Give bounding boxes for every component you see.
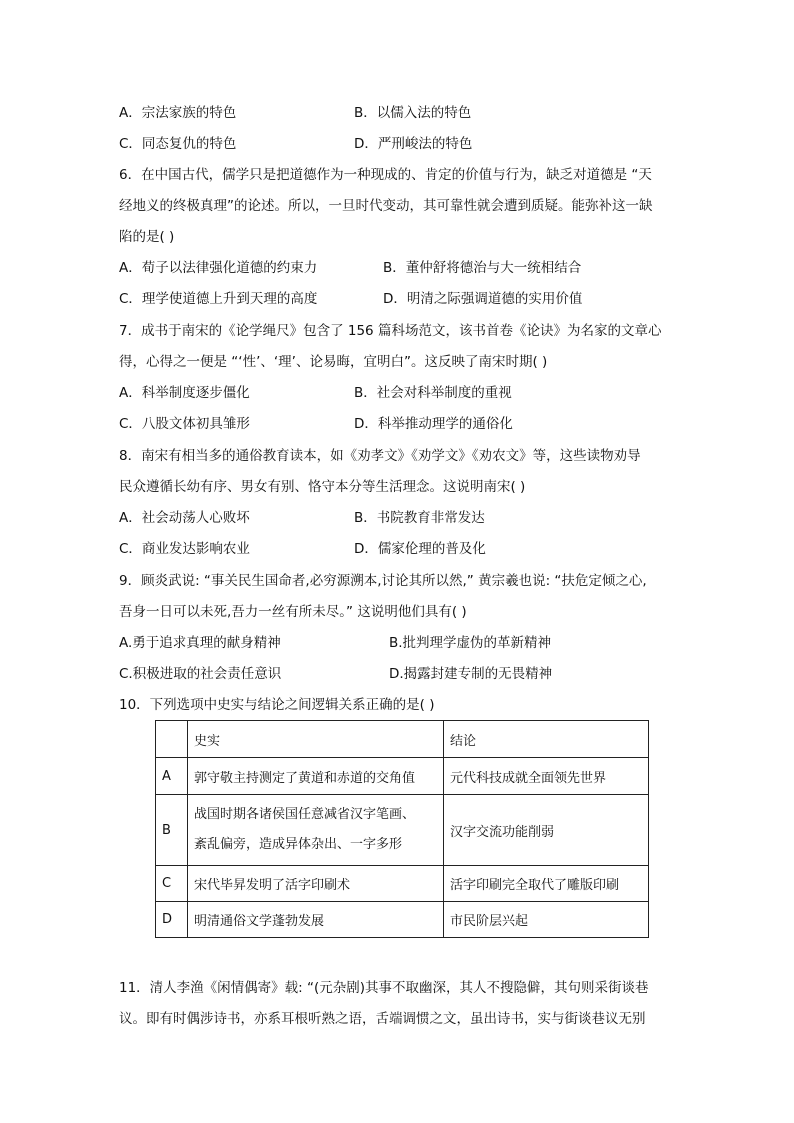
q5-option-a: A．宗法家族的特色 <box>119 105 237 121</box>
q11-stem-line-2: 议。即有时偶涉诗书，亦系耳根听熟之语，舌端调惯之文，虽出诗书，实与街谈巷议无别 <box>119 1011 646 1027</box>
q6-option-a: A．荀子以法律强化道德的约束力 <box>119 260 318 276</box>
q6-stem-line-1: 6．在中国古代，儒学只是把道德作为一种现成的、肯定的价值与行为，缺乏对道德是 “天 <box>119 167 652 183</box>
q8-stem-line-1: 8．南宋有相当多的通俗教育读本，如《劝孝文》《劝学文》《劝农文》等，这些读物劝导 <box>119 448 641 464</box>
q10-stem: 10．下列选项中史实与结论之间逻辑关系正确的是( ) <box>119 697 435 713</box>
q6-stem-line-2: 经地义的终极真理”的论述。所以，一旦时代变动，其可靠性就会遭到质疑。能弥补这一缺 <box>119 198 653 214</box>
row-conclusion: 汉字交流功能削弱 <box>444 795 649 866</box>
row-fact: 郭守敬主持测定了黄道和赤道的交角值 <box>188 758 444 795</box>
q10-table <box>155 720 649 938</box>
q7-stem-line-1: 7．成书于南宋的《论学绳尺》包含了 156 篇科场范文，该书首卷《论诀》为名家的文章心 <box>119 323 662 339</box>
row-conclusion: 元代科技成就全面领先世界 <box>444 758 649 795</box>
q8-option-d: D．儒家伦理的普及化 <box>354 541 486 557</box>
table-header-blank <box>156 721 188 758</box>
q6-option-d: D．明清之际强调道德的实用价值 <box>383 291 583 307</box>
q9-option-b: B.批判理学虚伪的革新精神 <box>389 635 552 651</box>
row-key: D <box>156 902 188 938</box>
row-key: C <box>156 866 188 902</box>
table-row <box>156 902 649 938</box>
row-key: B <box>156 795 188 866</box>
q7-option-a: A．科举制度逐步僵化 <box>119 385 250 401</box>
q8-option-a: A．社会动荡人心败坏 <box>119 510 250 526</box>
row-fact-line: 紊乱偏旁，造成异体杂出、一字多形 <box>194 837 403 852</box>
q8-option-c: C．商业发达影响农业 <box>119 541 250 557</box>
row-conclusion: 市民阶层兴起 <box>444 902 649 938</box>
row-fact: 明清通俗文学蓬勃发展 <box>188 902 444 938</box>
q7-option-c: C．八股文体初具雏形 <box>119 416 250 432</box>
row-fact-line: 战国时期各诸侯国任意减省汉字笔画、 <box>194 807 416 822</box>
row-conclusion: 活字印刷完全取代了雕版印刷 <box>444 866 649 902</box>
q6-stem-line-3: 陷的是( ) <box>119 229 175 245</box>
table-row <box>156 758 649 795</box>
q9-option-d: D.揭露封建专制的无畏精神 <box>389 666 553 682</box>
q9-stem-line-2: 吾身一日可以未死,吾力一丝有所未尽。” 这说明他们具有( ) <box>119 604 467 620</box>
row-fact <box>188 795 444 866</box>
q8-stem-line-2: 民众遵循长幼有序、男女有别、恪守本分等生活理念。这说明南宋( ) <box>119 479 526 495</box>
table-row <box>156 866 649 902</box>
row-fact: 宋代毕昇发明了活字印刷术 <box>188 866 444 902</box>
q5-option-d: D．严刑峻法的特色 <box>354 136 473 152</box>
q8-option-b: B．书院教育非常发达 <box>354 510 485 526</box>
q5-option-b: B．以儒入法的特色 <box>354 105 472 121</box>
q7-stem-line-2: 得，心得之一便是 “‘性’、‘理’、论易晦，宜明白”。这反映了南宋时期( ) <box>119 354 548 370</box>
q6-option-c: C．理学使道德上升到天理的高度 <box>119 291 318 307</box>
q6-option-b: B．董仲舒将德治与大一统相结合 <box>383 260 582 276</box>
q9-stem-line-1: 9．顾炎武说: “事关民生国命者,必穷源溯本,讨论其所以然,” 黄宗羲也说: “扶危定倾之心, <box>119 573 647 589</box>
q9-option-a: A.勇于追求真理的献身精神 <box>119 635 281 651</box>
q5-option-c: C．同态复仇的特色 <box>119 136 237 152</box>
q11-stem-line-1: 11．清人李渔《闲情偶寄》载: “(元杂剧)其事不取幽深，其人不搜隐僻，其句则采街谈巷 <box>119 980 649 996</box>
table-row <box>156 795 649 866</box>
q9-option-c: C.积极进取的社会责任意识 <box>119 666 282 682</box>
table-header-conclusion: 结论 <box>444 721 649 758</box>
table-header-row <box>156 721 649 758</box>
row-key: A <box>156 758 188 795</box>
table-header-fact: 史实 <box>188 721 444 758</box>
q7-option-d: D．科举推动理学的通俗化 <box>354 416 513 432</box>
q7-option-b: B．社会对科举制度的重视 <box>354 385 512 401</box>
